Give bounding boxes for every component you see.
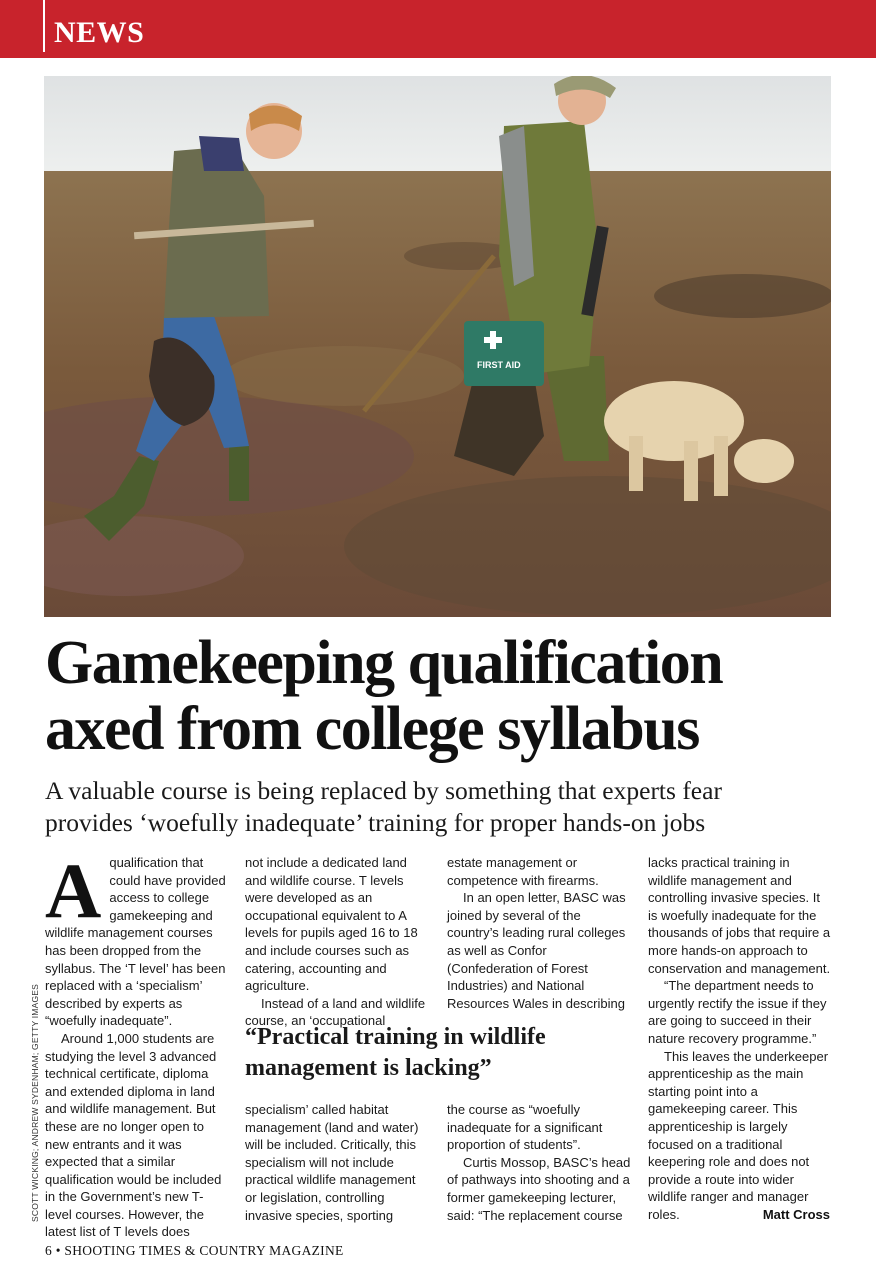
- body-paragraph: qualification that could have provided access to college gamekeeping and wildlife management courses has been dropped from the syllabus. The ‘T level’ has been replaced with a ‘specialism’ described by experts as “woefully inadequate”.: [45, 855, 226, 1029]
- headline: [45, 630, 845, 762]
- first-aid-box: [464, 321, 544, 386]
- body-column-2: [245, 854, 430, 1030]
- drop-cap: A: [45, 847, 102, 934]
- headline-line: Gamekeeping qualification: [45, 629, 723, 697]
- banner-divider: [43, 0, 45, 52]
- body-column-1: [45, 847, 227, 1241]
- page-footer: 6 • SHOOTING TIMES & COUNTRY MAGAZINE: [45, 1243, 344, 1258]
- standfirst-line: A valuable course is being replaced by something that experts fear: [45, 776, 722, 805]
- body-paragraph: Instead of a land and wildlife course, an ‘occupational: [245, 995, 426, 1029]
- hero-photo-illustration: [44, 76, 831, 617]
- byline: Matt Cross: [762, 1207, 830, 1222]
- body-paragraph: In an open letter, BASC was joined by several of the country’s leading rural colleges as well as Confor (Confederation of Forest Industries) and National Resources Wales in describing: [447, 890, 626, 1011]
- body-paragraph: lacks practical training in wildlife management and controlling invasive species. It is woefully inadequate for the thousands of jobs that require a more hands-on approach to conservation and management.: [648, 855, 831, 976]
- pull-quote-line: “Practical training in wildlife: [245, 1024, 546, 1050]
- body-paragraph: not include a dedicated land and wildlife course. T levels were developed as an occupational equivalent to A levels for pupils aged 16 to 18 and include courses such as catering, accounting and agriculture.: [245, 855, 418, 994]
- body-paragraph: estate management or competence with firearms.: [447, 855, 599, 888]
- body-column-3: [447, 854, 631, 1012]
- pull-quote: [245, 1022, 635, 1084]
- body-column-2-continued: [245, 1101, 430, 1224]
- section-banner: [0, 0, 876, 58]
- body-paragraph: the course as “woefully inadequate for a significant proportion of students”.: [447, 1102, 603, 1153]
- body-column-4: [648, 854, 832, 1223]
- pull-quote-line: management is lacking”: [245, 1055, 492, 1081]
- section-label: NEWS: [54, 16, 145, 49]
- first-aid-label: FIRST AID: [477, 360, 521, 370]
- body-paragraph: specialism’ called habitat management (land and water) will be included. Critically, this specialism will not include practical wildlife management or legislation, controlling invasive species, sporting: [245, 1102, 419, 1223]
- body-column-3-continued: [447, 1101, 631, 1224]
- standfirst: [45, 775, 835, 839]
- body-paragraph: Around 1,000 students are studying the level 3 advanced technical certificate, diploma and extended diploma in land and wildlife management. But these are no longer open to new entrants and it was expected that a similar qualification would be included in the Government’s new T-level courses. However, the latest list of T levels does: [45, 1030, 222, 1240]
- headline-line: axed from college syllabus: [45, 695, 699, 763]
- hero-photo: [44, 76, 831, 617]
- sky: [44, 76, 831, 176]
- body-paragraph: This leaves the underkeeper apprenticeship as the main starting point into a gamekeeping career. This apprenticeship is largely focused on a traditional keepering role and does not provide a route into wider wildlife ranger and manager roles.: [648, 1048, 829, 1222]
- photo-credit: SCOTT WICKING; ANDREW SYDENHAM; GETTY IMAGES: [30, 983, 40, 1222]
- body-paragraph: “The department needs to urgently rectify the issue if they are going to succeed in their nature recovery programme.”: [648, 978, 827, 1046]
- standfirst-line: provides ‘woefully inadequate’ training for proper hands-on jobs: [45, 808, 706, 837]
- body-paragraph: Curtis Mossop, BASC’s head of pathways into shooting and a former gamekeeping lecturer, said: “The replacement course: [447, 1154, 631, 1223]
